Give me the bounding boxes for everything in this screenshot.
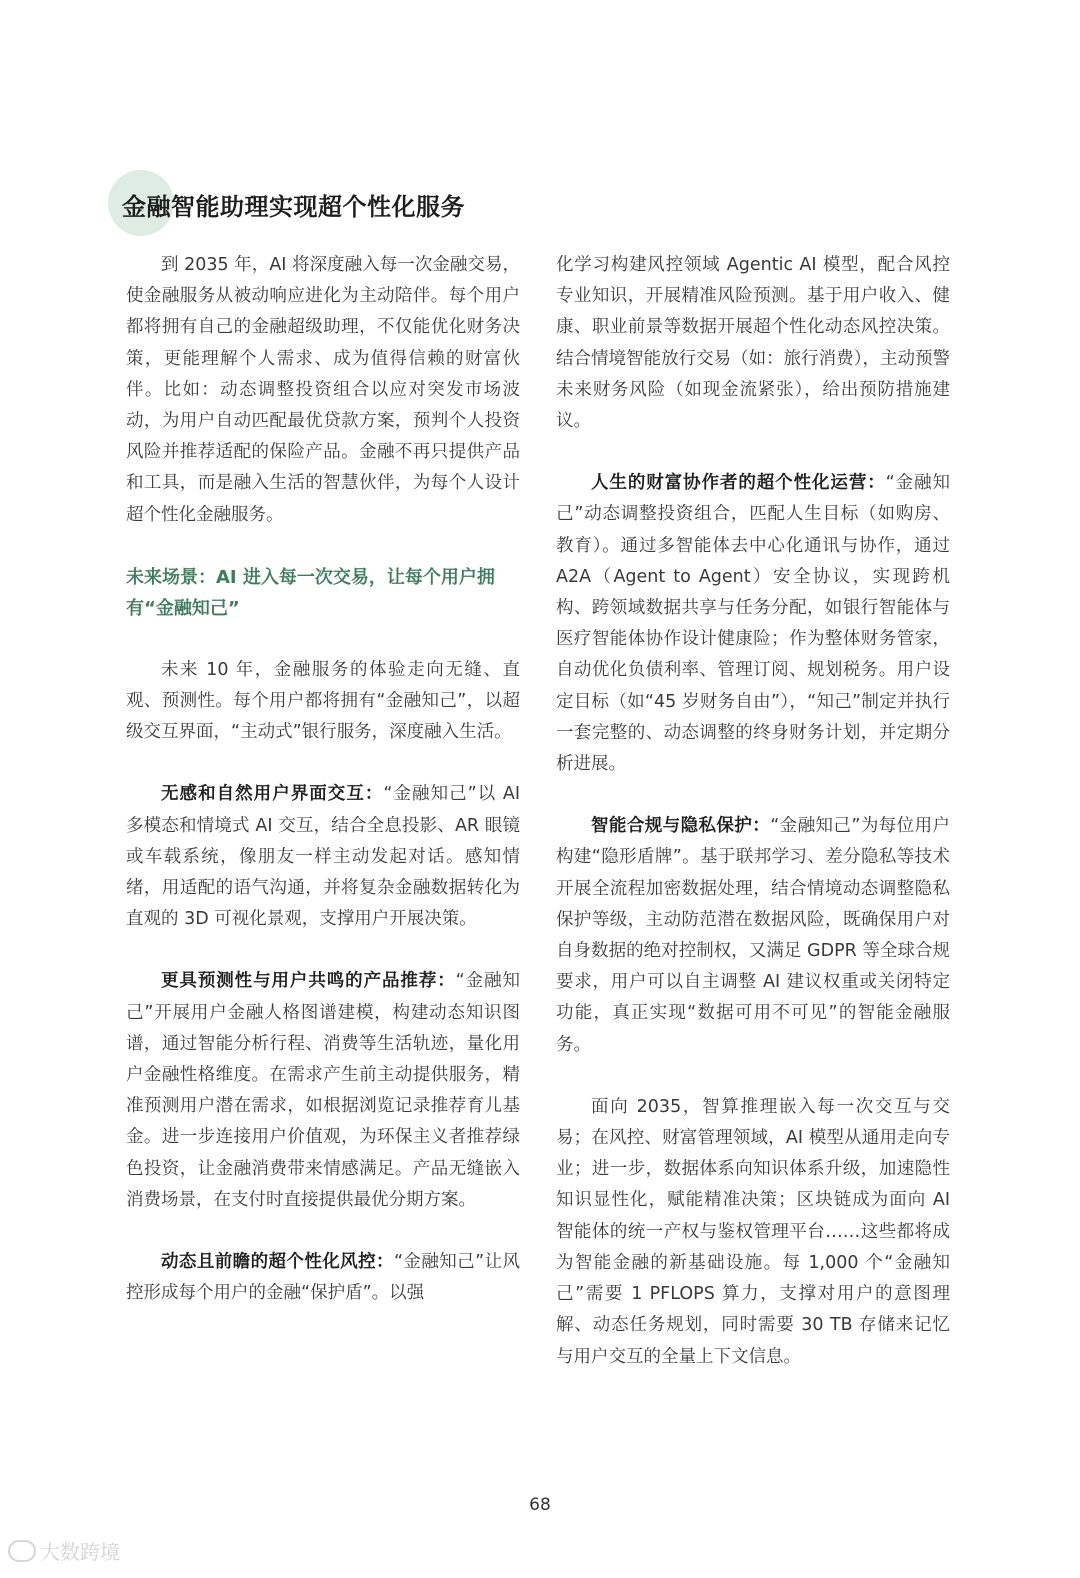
watermark-text: 大数跨境 (40, 1540, 120, 1564)
recommend-paragraph (126, 966, 520, 1216)
privacy-paragraph (556, 811, 950, 1061)
future-scenario-heading: 未来场景：AI 进入每一次交易，让每个用户拥有“金融知己” (126, 566, 495, 619)
recommend-label: 更具预测性与用户共鸣的产品推荐： (161, 971, 456, 992)
wealth-text: “金融知己”动态调整投资组合，匹配人生目标（如购房、教育）。通过多智能体去中心化通讯与协作，通过 A2A（Agent to Agent）安全协议，实现跨机构、跨领域数据共享与任务分配，如银行智能体与医疗智能体协作设计健康险；作为整体财务管家，自动优化负债利率、管理订阅、规划税务。用户设定目标（如“45 岁财务自由”），“知己”制定并执行一套完整的、动态调整的终身财务计划，并定期分析进展。 (556, 473, 950, 775)
interaction-paragraph (126, 779, 520, 935)
privacy-label: 智能合规与隐私保护： (591, 816, 771, 837)
right-column (556, 250, 950, 1373)
page-number: 68 (529, 1495, 551, 1515)
risk-label: 动态且前瞻的超个性化风控： (161, 1252, 394, 1273)
future-paragraph: 未来 10 年，金融服务的体验走向无缝、直观、预测性。每个用户都将拥有“金融知己”，以超级交互界面，“主动式”银行服务，深度融入生活。 (126, 659, 520, 743)
wealth-paragraph (556, 468, 950, 780)
watermark (8, 1536, 120, 1565)
section-title: 金融智能助理实现超个性化服务 (122, 193, 465, 221)
risk-continued-paragraph: 化学习构建风控领域 Agentic AI 模型，配合风控专业知识，开展精准风险预测。基于用户收入、健康、职业前景等数据开展超个性化动态风控决策。结合情境智能放行交易（如：旅行消费），主动预警未来财务风险（如现金流紧张），给出预防措施建议。 (556, 255, 950, 432)
intro-paragraph: 到 2035 年，AI 将深度融入每一次金融交易，使金融服务从被动响应进化为主动陪伴。每个用户都将拥有自己的金融超级助理，不仅能优化财务决策，更能理解个人需求、成为值得信赖的财富伙伴。比如：动态调整投资组合以应对突发市场波动，为用户自动匹配最优贷款方案，预判个人投资风险并推荐适配的保险产品。金融不再只提供产品和工具，而是融入生活的智慧伙伴，为每个人设计超个性化金融服务。 (126, 255, 520, 525)
risk-text: “金融知己”让风控形成每个用户的金融“保护盾”。以强 (126, 1252, 520, 1304)
left-column (126, 250, 520, 1309)
privacy-text: “金融知己”为每位用户构建“隐形盾牌”。基于联邦学习、差分隐私等技术开展全流程加密数据处理，结合情境动态调整隐私保护等级，主动防范潜在数据风险，既确保用户对自身数据的绝对控制权，又满足 GDPR 等全球合规要求，用户可以自主调整 AI 建议权重或关闭特定功能，真正实现“数据可用不可见”的智能金融服务。 (556, 816, 950, 1055)
watermark-logo-icon (8, 1540, 36, 1562)
wealth-label: 人生的财富协作者的超个性化运营： (591, 473, 886, 494)
interaction-text: “金融知己”以 AI 多模态和情境式 AI 交互，结合全息投影、AR 眼镜或车载系统，像朋友一样主动发起对话。感知情绪，用适配的语气沟通，并将复杂金融数据转化为直观的 3D 可视化景观，支撑用户开展决策。 (126, 784, 521, 930)
outlook-paragraph: 面向 2035，智算推理嵌入每一次交互与交易；在风控、财富管理领域，AI 模型从通用走向专业；进一步，数据体系向知识体系升级，加速隐性知识显性化，赋能精准决策；区块链成为面向 AI 智能体的统一产权与鉴权管理平台……这些都将成为智能金融的新基础设施。每 1,000 个“金融知己”需要 1 PFLOPS 算力，支撑对用户的意图理解、动态任务规划，同时需要 30 TB 存储来记忆与用户交互的全量上下文信息。 (556, 1096, 950, 1367)
recommend-text: “金融知己”开展用户金融人格图谱建模，构建动态知识图谱，通过智能分析行程、消费等生活轨迹，量化用户金融性格维度。在需求产生前主动提供服务，精准预测用户潜在需求，如根据浏览记录推荐育儿基金。进一步连接用户价值观，为环保主义者推荐绿色投资，让金融消费带来情感满足。产品无缝嵌入消费场景，在支付时直接提供最优分期方案。 (126, 971, 520, 1210)
section-header (108, 170, 608, 240)
interaction-label: 无感和自然用户界面交互： (161, 784, 384, 805)
risk-paragraph (126, 1247, 520, 1309)
